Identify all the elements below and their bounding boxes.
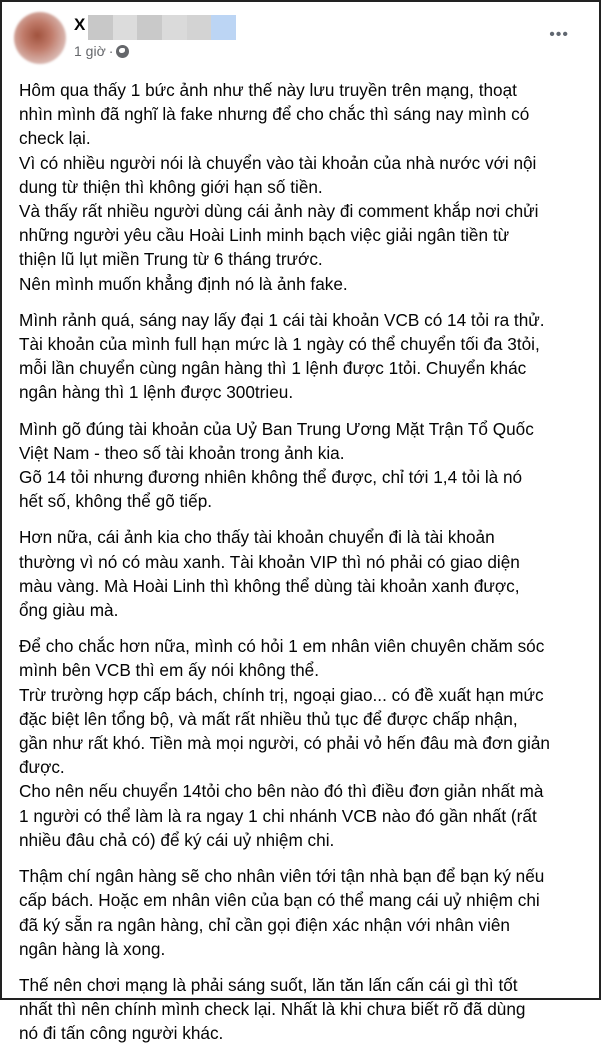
- post-text-line: ngân hàng thì 1 lệnh được 300trieu.: [19, 382, 294, 403]
- post-meta: [74, 43, 129, 59]
- post-text-line: thiện lũ lụt miền Trung từ 6 tháng trước.: [19, 249, 323, 270]
- post-text-line: hết số, không thể gõ tiếp.: [19, 491, 213, 512]
- post-text-line: Gõ 14 tỏi nhưng đương nhiên không thể được, chỉ tới 1,4 tỏi là nó: [19, 467, 523, 488]
- post-paragraph: [19, 864, 550, 961]
- post-text-line: gần như rất khó. Tiền mà mọi người, có phải vỏ hến đâu mà đơn giản: [19, 733, 550, 754]
- post-text-line: 1 người có thể làm là ra ngay 1 chi nhánh VCB nào đó gần nhất (rất: [19, 805, 537, 826]
- post-text-line: nhìn mình đã nghĩ là fake nhưng để cho chắc thì sáng nay mình có: [19, 104, 530, 125]
- author-avatar[interactable]: [14, 12, 66, 64]
- post-paragraph: [19, 417, 550, 514]
- post-text-line: cấp bách. Hoặc em nhân viên của bạn có thể mang cái uỷ nhiệm chi: [19, 890, 540, 911]
- post-header: [2, 2, 599, 72]
- post-body: [19, 78, 550, 1058]
- post-paragraph: [19, 525, 550, 622]
- post-text-line: ngân hàng là xong.: [19, 938, 166, 959]
- post-text-line: Việt Nam - theo số tài khoản trong ảnh kia.: [19, 442, 345, 463]
- post-paragraph: [19, 78, 550, 296]
- post-text-line: ổng giàu mà.: [19, 600, 119, 621]
- post-text-line: đặc biệt lên tổng bộ, và mất rất nhiều thủ tục để được chấp nhận,: [19, 708, 518, 729]
- post-text-line: Hơn nữa, cái ảnh kia cho thấy tài khoản chuyển đi là tài khoản: [19, 527, 495, 548]
- post-paragraph: [19, 973, 550, 1046]
- post-text-line: thường vì nó có màu xanh. Tài khoản VIP thì nó phải có giao diện: [19, 551, 520, 572]
- globe-icon: [116, 45, 129, 58]
- post-text-line: Và thấy rất nhiều người dùng cái ảnh này đi comment khắp nơi chửi: [19, 201, 539, 222]
- post-text-line: Thế nên chơi mạng là phải sáng suốt, lăn tăn lấn cấn cái gì thì tốt: [19, 974, 518, 995]
- post-text-line: Thậm chí ngân hàng sẽ cho nhân viên tới tận nhà bạn để bạn ký nếu: [19, 866, 545, 887]
- post-text-line: Trừ trường hợp cấp bách, chính trị, ngoại giao... có đề xuất hạn mức: [19, 684, 544, 705]
- post-text-line: mình bên VCB thì em ấy nói không thể.: [19, 660, 320, 681]
- post-text-line: Hôm qua thấy 1 bức ảnh như thế này lưu truyền trên mạng, thoạt: [19, 80, 517, 100]
- author-name-redacted: [88, 15, 236, 40]
- post-text-line: mỗi lần chuyển cùng ngân hàng thì 1 lệnh được 1tỏi. Chuyển khác: [19, 358, 527, 379]
- post-text-line: Vì có nhiều người nói là chuyển vào tài khoản của nhà nước với nội: [19, 152, 537, 173]
- meta-separator: ·: [108, 43, 114, 59]
- post-text-line: Tài khoản của mình full hạn mức là 1 ngày có thể chuyển tối đa 3tỏi,: [19, 334, 540, 355]
- post-text-line: được.: [19, 757, 65, 778]
- post-text-line: check lại.: [19, 128, 91, 149]
- post-text-line: màu vàng. Mà Hoài Linh thì không thể dùng tài khoản xanh được,: [19, 575, 520, 596]
- post-text-line: Cho nên nếu chuyển 14tỏi cho bên nào đó thì điều đơn giản nhất mà: [19, 781, 544, 802]
- post-text-line: nó đi tấn công người khác.: [19, 1023, 224, 1044]
- post-text-line: đã ký sẵn ra ngân hàng, chỉ cần gọi điện xác nhận với nhân viên: [19, 914, 510, 935]
- post-paragraph: [19, 308, 550, 405]
- post-text-line: Nên mình muốn khẳng định nó là ảnh fake.: [19, 273, 348, 294]
- author-name[interactable]: X: [74, 15, 86, 34]
- post-time[interactable]: 1 giờ: [74, 43, 106, 59]
- post-text-line: nhiều đâu chả có) để ký cái uỷ nhiệm chi.: [19, 829, 335, 850]
- post-text-line: Để cho chắc hơn nữa, mình có hỏi 1 em nhân viên chuyên chăm sóc: [19, 636, 545, 657]
- post-text-line: những người yêu cầu Hoài Linh minh bạch việc giải ngân tiền từ: [19, 225, 510, 246]
- post-text-line: Mình gõ đúng tài khoản của Uỷ Ban Trung Ương Mặt Trận Tổ Quốc: [19, 418, 534, 439]
- post-paragraph: [19, 634, 550, 852]
- post-text-line: nhất thì nên chính mình check lại. Nhất là khi chưa biết rõ đã dùng: [19, 999, 526, 1020]
- post-text-line: Mình rảnh quá, sáng nay lấy đại 1 cái tài khoản VCB có 14 tỏi ra thử.: [19, 309, 545, 330]
- more-options-button[interactable]: •••: [549, 26, 569, 43]
- post-text-line: dung từ thiện thì không giới hạn số tiền.: [19, 176, 323, 197]
